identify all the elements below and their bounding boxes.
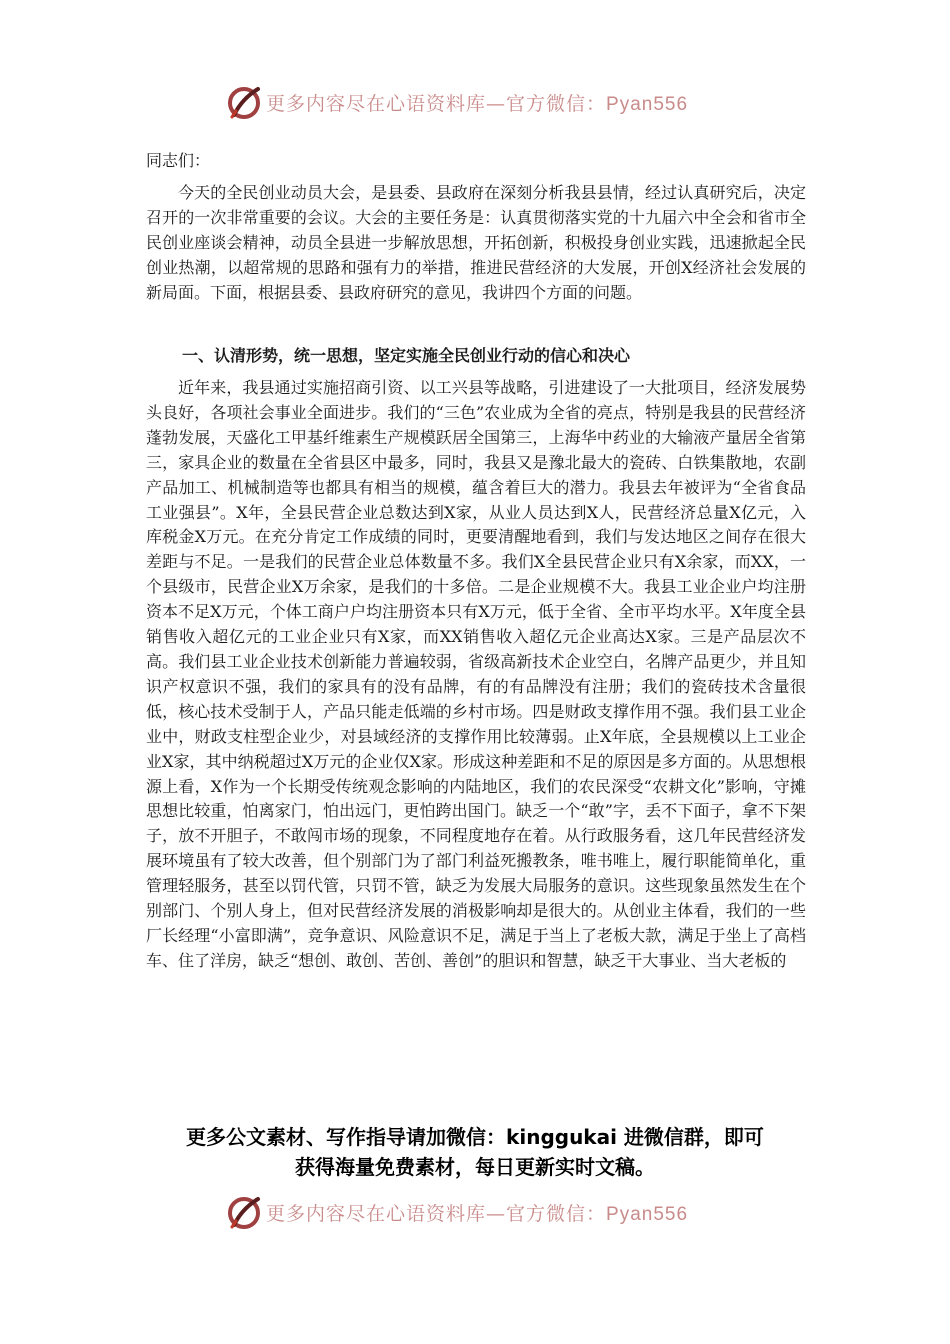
- banner-text: 更多内容尽在心语资料库—官方微信：Pyan556: [266, 1203, 689, 1225]
- promo-note: [100, 1122, 850, 1182]
- body-text: 近年来，我县通过实施招商引资、以工兴县等战略，引进建设了一大批项目，经济发展势头良好，各项社会事业全面进步。我们的“三色”农业成为全省的亮点，特别是我县的民营经济蓬勃发展，天盛化工甲基纤维素生产规模跃居全国第三，上海华中药业的大输液产量居全省第三，家具企业的数量在全省县区中最多，同时，我县又是豫北最大的瓷砖、白铁集散地，农副产品加工、机械制造等也都具有相当的规模，蕴含着巨大的潜力。我县去年被评为“全省食品工业强县”。X年，全县民营企业总数达到X家，从业人员达到X人，民营经济总量X亿元，入库税金X万元。在充分肯定工作成绩的同时，更要清醒地看到，我们与发达地区之间存在很大差距与不足。一是我们的民营企业总体数量不多。我们X全县民营企业只有X余家，而XX，一个县级市，民营企业X万余家，是我们的十多倍。二是企业规模不大。我县工业企业户均注册资本不足X万元，个体工商户户均注册资本只有X万元，低于全省、全市平均水平。X年度全县销售收入超亿元的工业企业只有X家，而XX销售收入超亿元企业高达X家。三是产品层次不高。我们县工业企业技术创新能力普遍较弱，省级高新技术企业空白，名牌产品更少，并且知识产权意识不强，我们的家具有的没有品牌，有的有品牌没有注册；我们的瓷砖技术含量很低，核心技术受制于人，产品只能走低端的乡村市场。四是财政支撑作用不强。我们县工业企业中，财政支柱型企业少，对县域经济的支撑作用比较薄弱。止X年底，全县规模以上工业企业X家，其中纳税超过X万元的企业仅X家。形成这种差距和不足的原因是多方面的。从思想根源上看，X作为一个长期受传统观念影响的内陆地区，我们的农民深受“农耕文化”影响，守摊思想比较重，怕离家门，怕出远门，更怕跨出国门。缺乏一个“敢”字，丢不下面子，拿不下架子，放不开胆子，不敢闯市场的现象，不同程度地存在着。从行政服务看，这几年民营经济发展环境虽有了较大改善，但个别部门为了部门利益死搬教条，唯书唯上，履行职能简单化，重管理轻服务，甚至以罚代管，只罚不管，缺乏为发展大局服务的意识。这些现象虽然发生在个别部门、个别人身上，但对民营经济发展的消极影响却是很大的。从创业主体看，我们的一些厂长经理“小富即满”，竞争意识、风险意识不足，满足于当上了老板大款，满足于坐上了高档车、住了洋房，缺乏“想创、敢创、苦创、善创”的胆识和智慧，缺乏干大事业、当大老板的: [146, 378, 806, 970]
- intro-text: 今天的全民创业动员大会，是县委、县政府在深刻分析我县县情，经过认真研究后，决定召开的一次非常重要的会议。大会的主要任务是：认真贯彻落实党的十九届六中全会和省市全民创业座谈会精神，动员全县进一步解放思想，开拓创新，积极投身创业实践，迅速掀起全民创业热潮，以超常规的思路和强有力的举措，推进民营经济的大发展，开创X经济社会发展的新局面。下面，根据县委、县政府研究的意见，我讲四个方面的问题。: [146, 183, 806, 302]
- footer-banner: [0, 1193, 950, 1233]
- promo-line-1: 更多公文素材、写作指导请加微信：kinggukai 进微信群，即可: [186, 1125, 764, 1149]
- intro-paragraph: [146, 181, 806, 306]
- section-heading-1: 一、认清形势，统一思想，坚定实施全民创业行动的信心和决心: [182, 346, 631, 365]
- promo-line-2: 获得海量免费素材，每日更新实时文稿。: [295, 1155, 655, 1179]
- header-banner: [0, 83, 950, 123]
- greeting: 同志们：: [146, 151, 211, 170]
- banner-text: 更多内容尽在心语资料库—官方微信：Pyan556: [266, 93, 689, 115]
- brush-logo-icon: [226, 1195, 262, 1231]
- brush-logo-icon: [226, 85, 262, 121]
- body-paragraph: [146, 376, 806, 974]
